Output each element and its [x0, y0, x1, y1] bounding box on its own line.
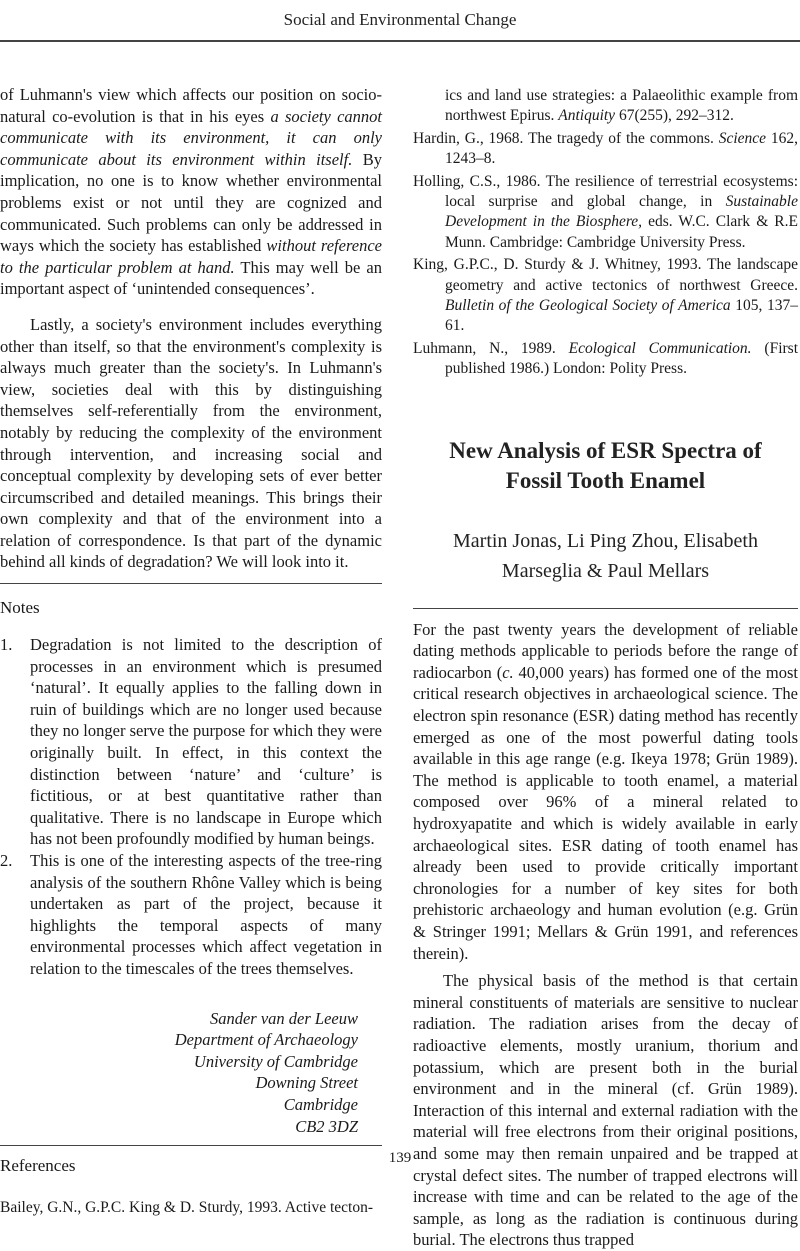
section-rule	[0, 583, 382, 584]
article-title	[413, 436, 798, 496]
body-paragraph-luhmann: of Luhmann's view which affects our position on socio-natural co-evolution is that in his eyes a society cannot communicate with its environment, it can only communicate about its environment within itself. By implication, no one is to know whether environmental problems exist or not until they are cognized and communicated. Such problems can only be addressed in ways which the society has established without reference to the particular problem at hand. This may well be an important aspect of ‘unintended consequences’.	[0, 85, 382, 299]
running-header	[0, 0, 800, 40]
reference-item: Bailey, G.N., G.P.C. King & D. Sturdy, 1993. Active tecton-	[0, 1199, 373, 1217]
intro-paragraph: For the past twenty years the development of reliable dating methods applicable to periods before the range of radiocarbon (c. 40,000 years) has formed one of the most critical research objectives in archaeological science. The electron spin resonance (ESR) dating method has recently emerged as one of the most powerful dating tools available in this age range (e.g. Ikeya 1978; Grün 1989). The method is applicable to tooth enamel, a material composed over 96% of a mineral related to hydroxyapatite and which is widely available in early archaeological sites. ESR dating of tooth enamel has already been used to provide critically important chronologies for a number of key sites for both prehistoric archaeology and human evolution (e.g. Grün & Stringer 1991; Mellars & Grün 1991, and references therein).	[413, 619, 799, 963]
signature-city: Cambridge	[283, 1094, 358, 1114]
header-rule	[0, 40, 800, 42]
note-number: 2.	[0, 851, 13, 870]
signature-postcode: CB2 3DZ	[295, 1116, 358, 1136]
signature-university: University of Cambridge	[193, 1051, 358, 1071]
reference-item: Holling, C.S., 1986. The resilience of terrestrial ecosystems: local surprise and global change, in Sustainable Development in the Biosphere, eds. W.C. Clark & R.E Munn. Cambridge: Cambridge University Press.	[413, 172, 798, 251]
author-line: Martin Jonas, Li Ping Zhou, Elisabeth	[453, 529, 758, 552]
note-text: This is one of the interesting aspects of the tree-ring analysis of the southern Rhône Valley which is being undertaken as part of the project, because it highlights the temporal aspects of many environmental processes which affect vegetation in relation to the timescales of the trees themselves.	[30, 851, 382, 978]
signature-department: Department of Archaeology	[174, 1030, 358, 1050]
signature-street: Downing Street	[255, 1073, 358, 1093]
reference-continuation: ics and land use strategies: a Palaeolithic example from northwest Epirus. Antiquity 67(255), 292–312.	[445, 87, 798, 125]
section-rule	[413, 608, 798, 609]
references-heading: References	[0, 1156, 76, 1176]
notes-list	[0, 634, 382, 980]
page-number: 139	[388, 1150, 412, 1166]
title-line: Fossil Tooth Enamel	[505, 467, 706, 493]
body-paragraph-lastly: Lastly, a society's environment includes everything other than itself, so that the environment's complexity is always much greater than the society's. In Luhmann's view, societies deal with this by distinguishing themselves self-referentially from the environment, notably by reducing the complexity of the environment through intervention, and increasing social and conceptual complexity by developing sets of ever better circumscribed and detailed meanings. This brings their own complexity and that of the environment into a relation of correspondence. Is that part of the dynamic behind all kinds of degradation? We will look into it.	[0, 314, 382, 572]
section-rule	[0, 1145, 382, 1146]
author-signature	[0, 1008, 382, 1138]
physical-basis-paragraph: The physical basis of the method is that certain mineral constituents of materials are sensitive to nuclear radiation. The radiation arises from the decay of radioactive elements, mostly uranium, thorium and potassium, which are present both in the burial environment and in the mineral (cf. Grün 1989). Interaction of this internal and external radiation with the material will free electrons from their original positions, and some may then remain unpaired and be trapped at crystal defect sites. The number of trapped electrons will increase with time and can be related to the age of the sample, as long as the radiation is continuous during burial. The electrons thus trapped	[413, 971, 798, 1250]
left-column	[0, 84, 382, 1219]
reference-item: King, G.P.C., D. Sturdy & J. Whitney, 1993. The landscape geometry and active tectonics of northwest Greece. Bulletin of the Geological Society of America 105, 137–61.	[413, 256, 799, 335]
notes-heading: Notes	[0, 598, 40, 618]
note-text: Degradation is not limited to the description of processes in an environment which is presumed ‘natural’. It equally applies to the falling down in ruin of buildings which are no longer used because they no longer serve the purpose for which they were originally built. In effect, in this context the distinction between ‘nature’ and ‘culture’ is fictitious, or at best quantitative rather than qualitative. There is no landscape in Europe which has not been profoundly modified by human beings.	[30, 635, 382, 849]
title-line: New Analysis of ESR Spectra of	[449, 437, 762, 463]
right-column	[413, 86, 798, 1251]
reference-item: Hardin, G., 1968. The tragedy of the commons. Science 162, 1243–8.	[413, 129, 799, 168]
note-item	[0, 850, 382, 980]
reference-item: Luhmann, N., 1989. Ecological Communication. (First published 1986.) London: Polity Press.	[413, 339, 799, 378]
note-item	[0, 634, 382, 850]
signature-name: Sander van der Leeuw	[209, 1008, 358, 1028]
note-number: 1.	[0, 635, 13, 655]
author-line: Marseglia & Paul Mellars	[501, 559, 710, 582]
running-title: Social and Environmental Change	[283, 10, 517, 29]
article-authors	[413, 526, 798, 586]
